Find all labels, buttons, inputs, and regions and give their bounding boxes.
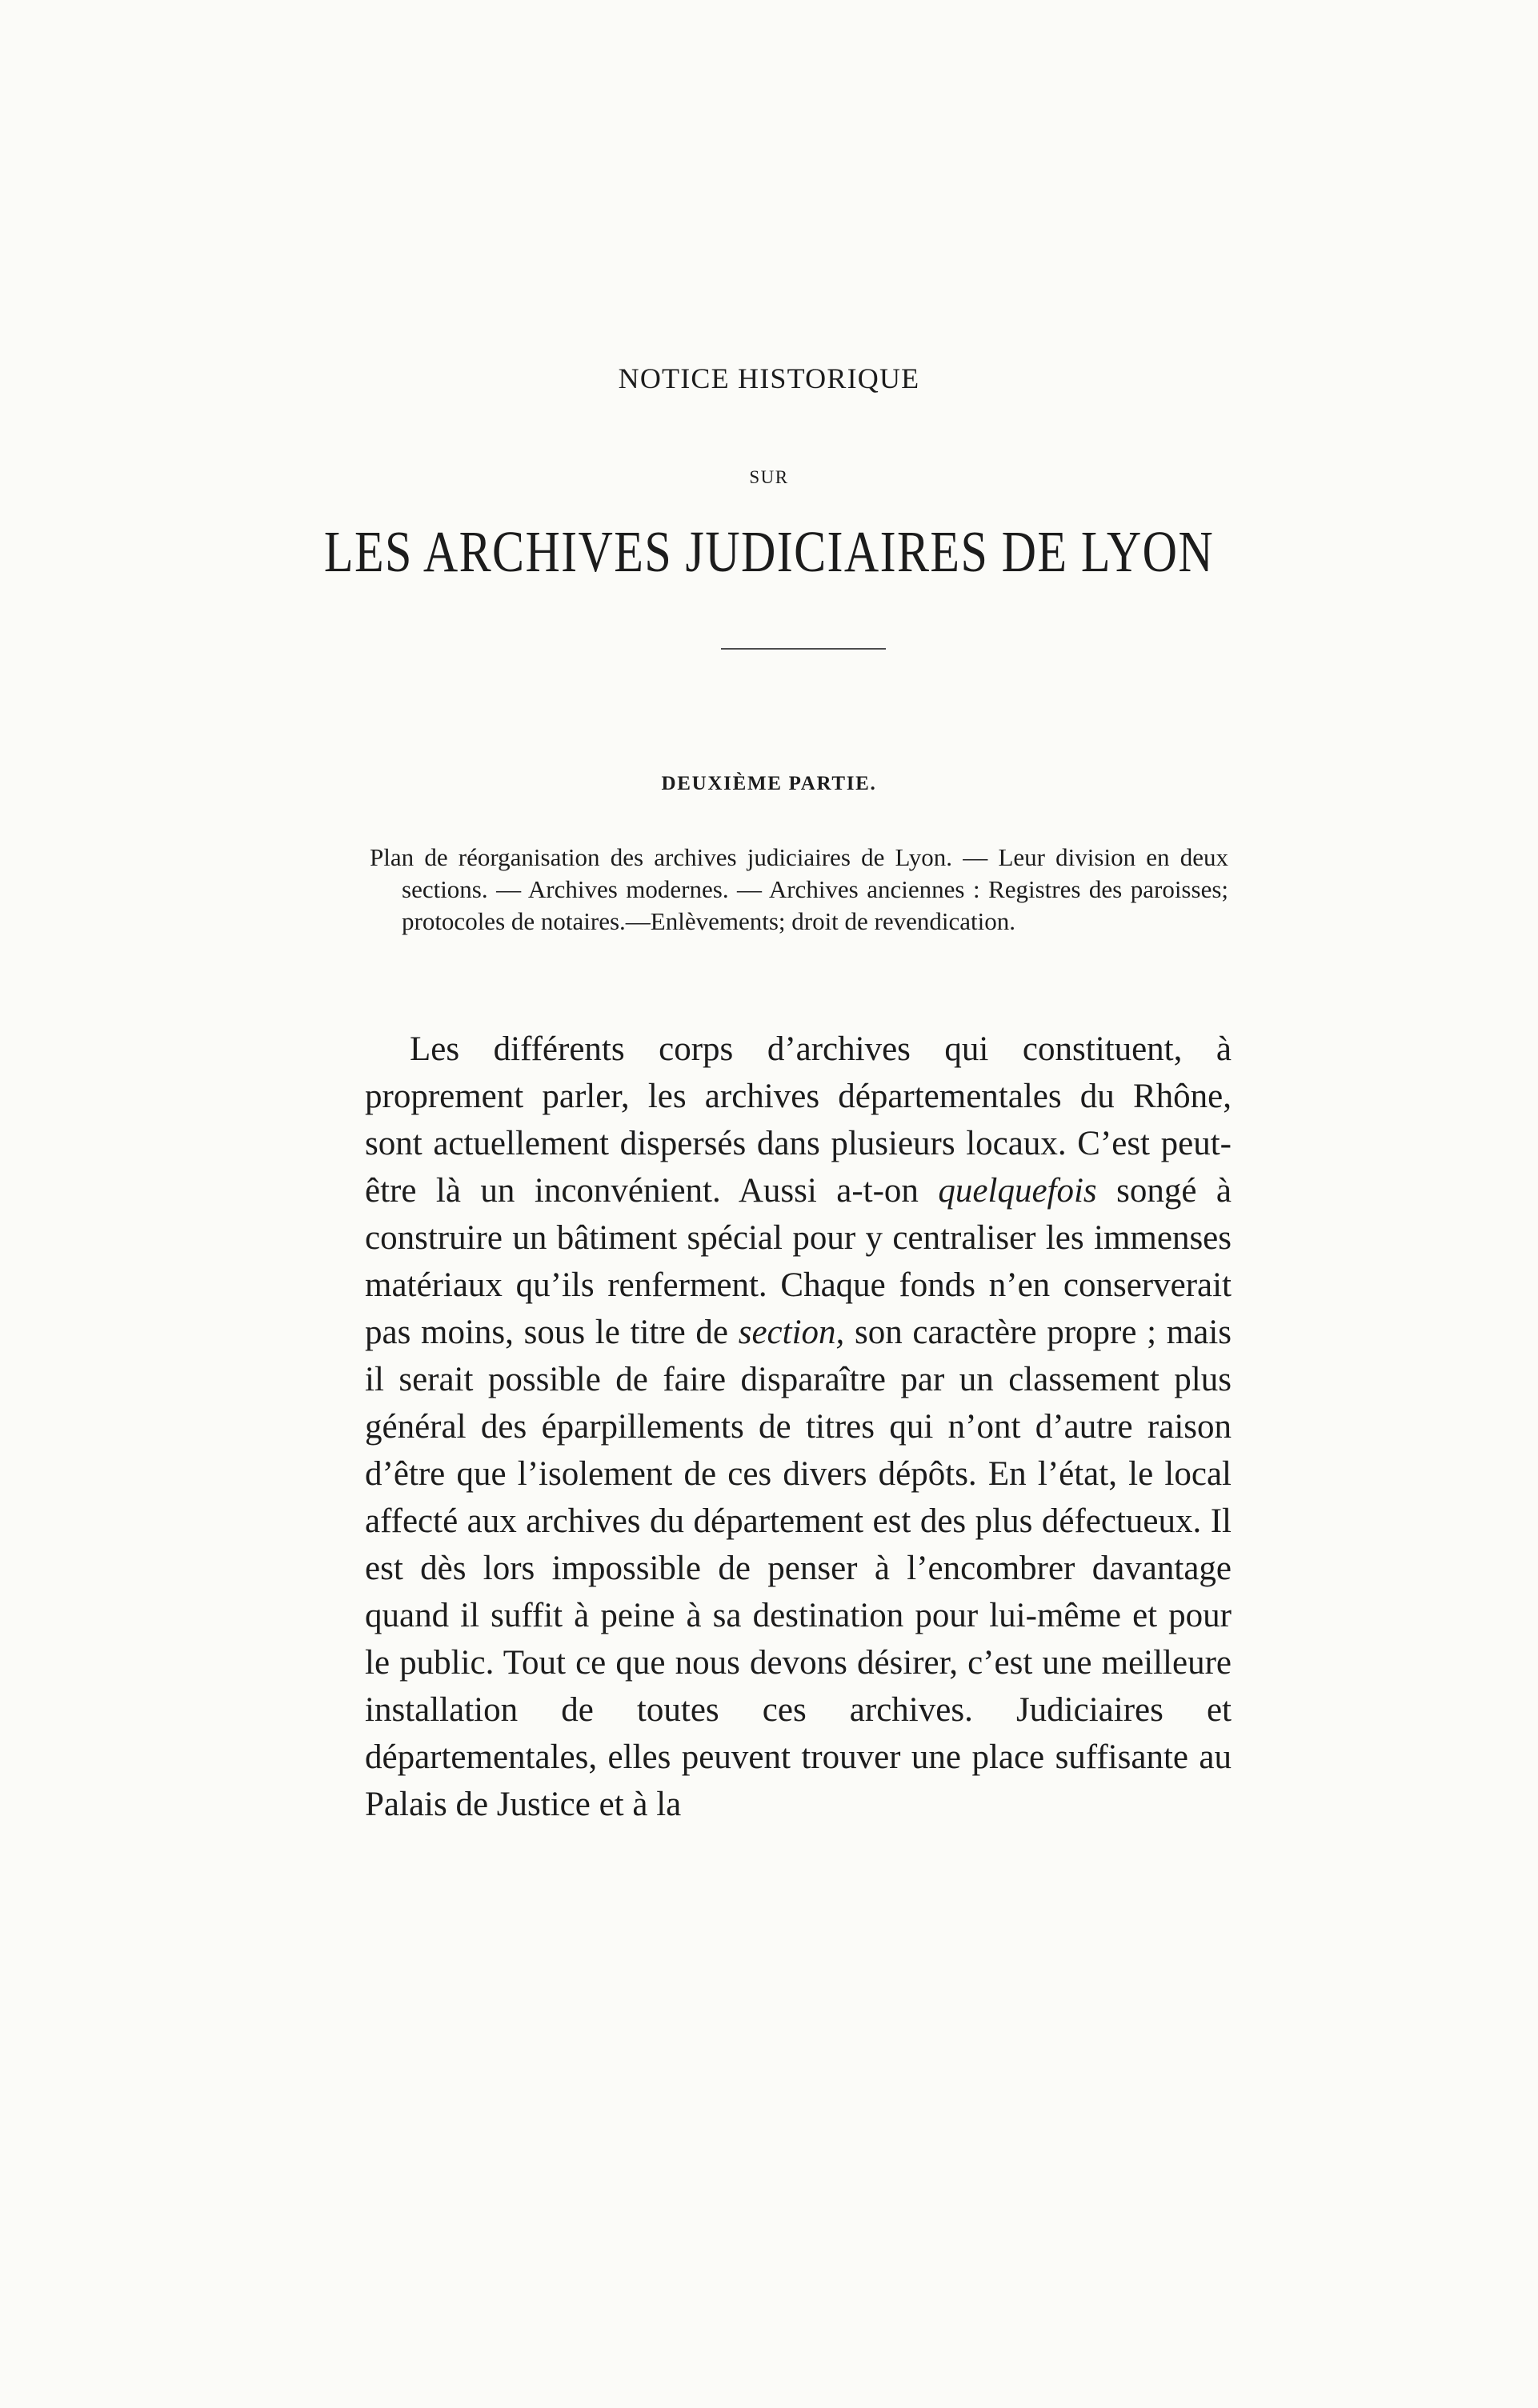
body-paragraph: [365, 1026, 1232, 1828]
notice-heading: NOTICE HISTORIQUE: [618, 362, 920, 394]
part-title: DEUXIÈME PARTIE.: [661, 773, 877, 794]
body-text-part-2: songé à construire un bâtiment spécial pour y centraliser les immenses matériaux qu’ils renferment. Chaque fonds n’en conserverait pas moins, sous le titre de: [365, 1172, 1232, 1351]
sur-heading: SUR: [749, 467, 789, 487]
main-title: LES ARCHIVES JUDICIAIRES DE LYON: [323, 519, 1215, 584]
body-italic-section: section,: [738, 1314, 845, 1351]
body-text-part-3: son caractère propre ; mais il serait possible de faire disparaître par un classement plus général des éparpillements de titres qui n’ont d’autre raison d’être que l’isolement de ces divers dépôts. En l’état, le local affecté aux archives du département est des plus défectueux. Il est dès lors impossible de penser à l’encombrer davantage quand il suffit à peine à sa destination pour lui-même et pour le public. Tout ce que nous devons désirer, c’est une meilleure installation de toutes ces archives. Judiciaires et départementales, elles peuvent trouver une place suffisante au Palais de Justice et à la: [365, 1314, 1232, 1823]
body-italic-quelquefois: quelquefois: [938, 1172, 1097, 1210]
title-divider-rule: [721, 648, 886, 650]
chapter-summary: Plan de réorganisation des archives judiciaires de Lyon. — Leur division en deux sections. — Archives modernes. — Archives anciennes : Registres des paroisses; protocoles de notaires.—Enlèvements; droit de revendication.: [370, 843, 1228, 935]
body-text-part-1: Les différents corps d’archives qui constituent, à proprement parler, les archives départementales du Rhône, sont actuellement dispersés dans plusieurs locaux. C’est peut-être là un inconvénient. Aussi a-t-on: [365, 1030, 1232, 1210]
